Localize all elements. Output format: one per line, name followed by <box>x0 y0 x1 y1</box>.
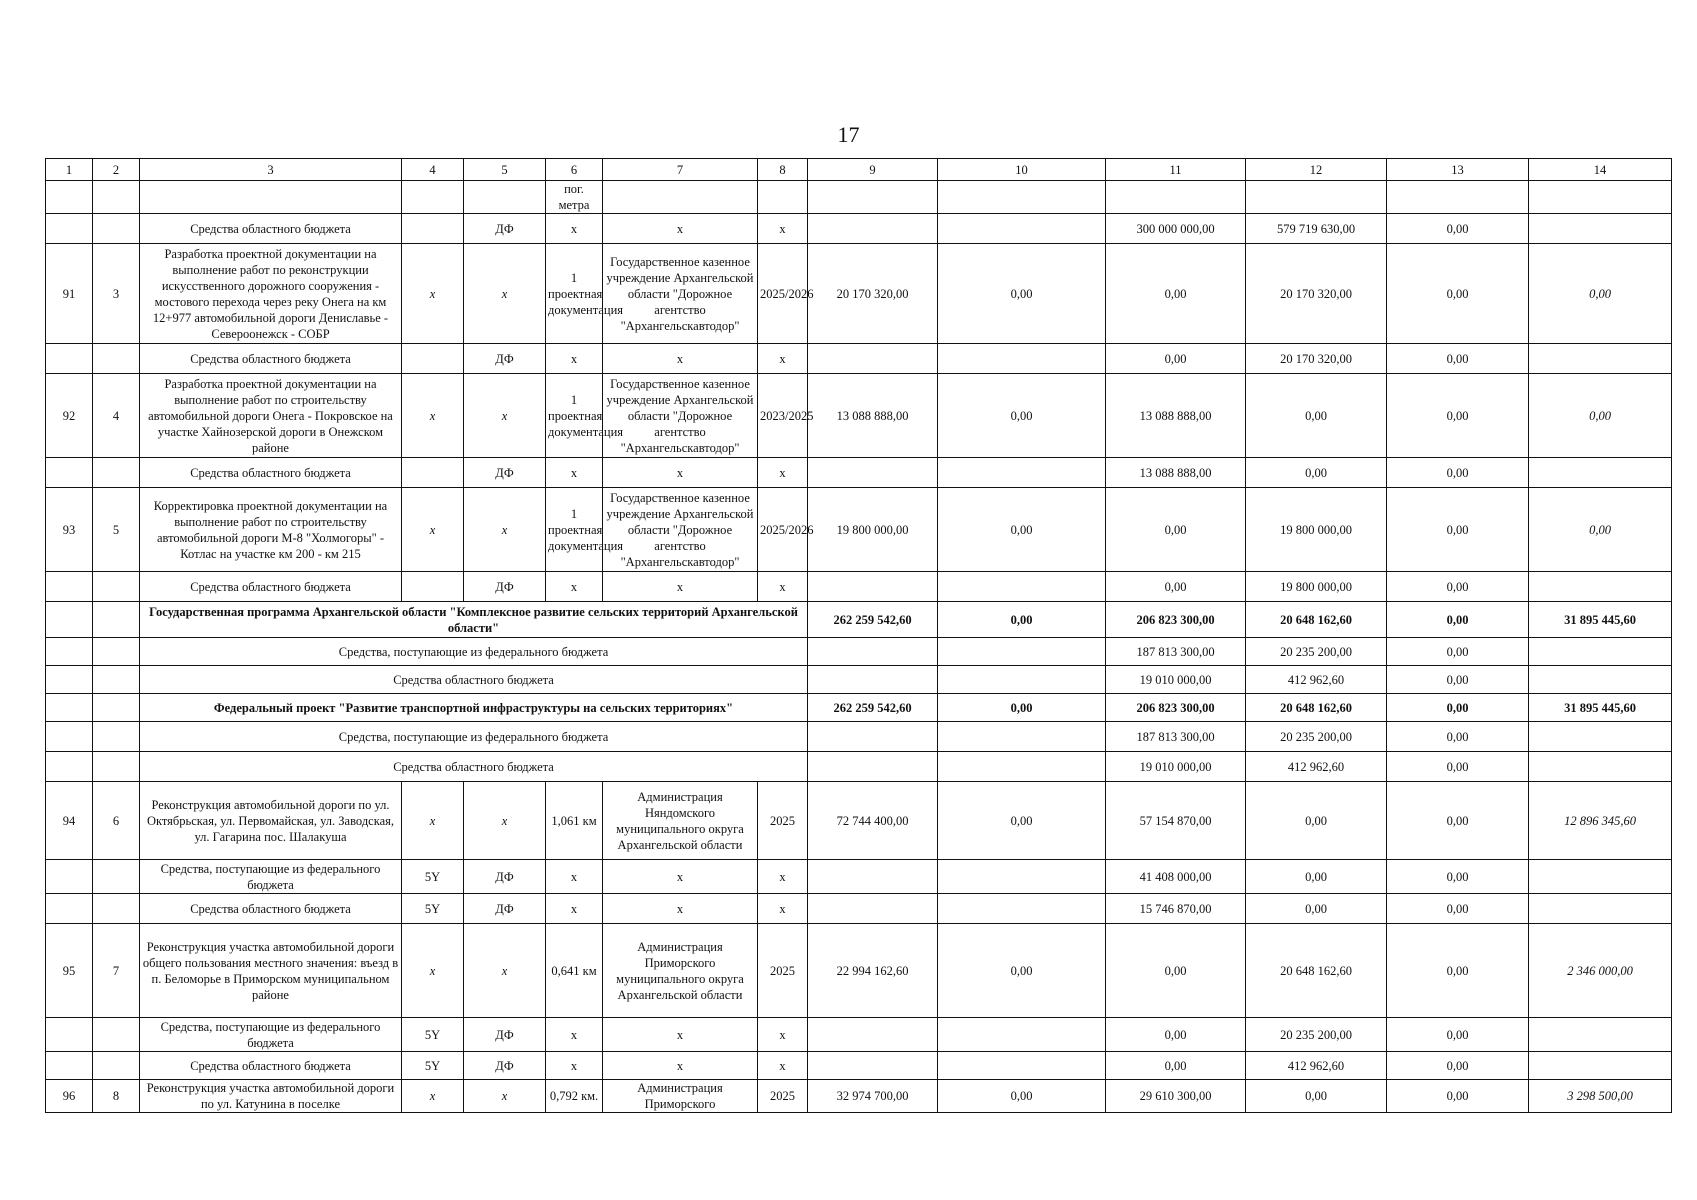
cell: 57 154 870,00 <box>1106 782 1246 860</box>
cell: х <box>603 458 758 488</box>
cell: х <box>402 374 464 458</box>
cell: х <box>758 1018 808 1052</box>
column-header: 8 <box>758 159 808 181</box>
cell: 0,00 <box>1387 924 1529 1018</box>
funding-row <box>46 666 1672 694</box>
cell: 19 800 000,00 <box>1246 572 1387 602</box>
cell: 12 896 345,60 <box>1529 782 1672 860</box>
cell: 0,00 <box>1387 782 1529 860</box>
funding-label: Средства областного бюджета <box>140 572 402 602</box>
cell: 0,00 <box>1106 344 1246 374</box>
cell: х <box>402 782 464 860</box>
table-row <box>46 1080 1672 1113</box>
item-description: Разработка проектной документации на выполнение работ по строительству автомобильной дороги Онега - Покровское на участке Хайнозерской дороги в Онежском районе <box>140 374 402 458</box>
cell: 0,00 <box>1246 782 1387 860</box>
cell: 19 010 000,00 <box>1106 666 1246 694</box>
cell: 0,00 <box>1387 488 1529 572</box>
funding-label: Средства областного бюджета <box>140 458 402 488</box>
cell: 19 800 000,00 <box>1246 488 1387 572</box>
cell: 262 259 542,60 <box>808 694 938 722</box>
cell: х <box>758 860 808 894</box>
cell: 0,00 <box>1387 214 1529 244</box>
cell: х <box>603 344 758 374</box>
funding-row <box>46 458 1672 488</box>
cell: 0,00 <box>1246 1080 1387 1113</box>
executor: Государственное казенное учреждение Архангельской области "Дорожное агентство "Архангельскавтодор" <box>603 488 758 572</box>
funding-label: Средства, поступающие из федерального бюджета <box>140 722 808 752</box>
column-header: 10 <box>938 159 1106 181</box>
funding-row <box>46 722 1672 752</box>
cell: 0,00 <box>1387 344 1529 374</box>
cell: 0,00 <box>1529 374 1672 458</box>
cell: х <box>464 244 546 344</box>
budget-table <box>45 158 1672 1113</box>
period: 2025 <box>758 1080 808 1113</box>
cell: 0,00 <box>1387 638 1529 666</box>
table-row <box>46 244 1672 344</box>
funding-row <box>46 214 1672 244</box>
cell: 22 994 162,60 <box>808 924 938 1018</box>
column-header: 3 <box>140 159 402 181</box>
cell: 20 235 200,00 <box>1246 722 1387 752</box>
table-row <box>46 181 1672 214</box>
cell: ДФ <box>464 894 546 924</box>
cell: х <box>546 214 603 244</box>
cell: 41 408 000,00 <box>1106 860 1246 894</box>
cell: 0,00 <box>1387 894 1529 924</box>
row-number: 93 <box>46 488 93 572</box>
cell: 0,00 <box>1529 488 1672 572</box>
cell: 13 088 888,00 <box>1106 374 1246 458</box>
cell: х <box>758 572 808 602</box>
cell: 5Y <box>402 860 464 894</box>
cell: 187 813 300,00 <box>1106 638 1246 666</box>
column-header: 9 <box>808 159 938 181</box>
cell: х <box>546 894 603 924</box>
cell: х <box>758 214 808 244</box>
cell: 0,00 <box>1387 666 1529 694</box>
executor: Администрация Няндомского муниципального округа Архангельской области <box>603 782 758 860</box>
project-total-row <box>46 694 1672 722</box>
cell: 0,00 <box>1387 374 1529 458</box>
cell: х <box>603 572 758 602</box>
item-description: Корректировка проектной документации на выполнение работ по строительству автомобильной дороги М-8 "Холмогоры" - Котлас на участке км 200 - км 215 <box>140 488 402 572</box>
cell: х <box>402 488 464 572</box>
cell: 0,00 <box>1246 458 1387 488</box>
cell: х <box>464 374 546 458</box>
cell: 0,792 км. <box>546 1080 603 1113</box>
cell: 13 088 888,00 <box>1106 458 1246 488</box>
cell: 0,00 <box>1387 572 1529 602</box>
funding-label: Средства, поступающие из федерального бюджета <box>140 860 402 894</box>
row-number: 95 <box>46 924 93 1018</box>
cell: 0,00 <box>1106 572 1246 602</box>
cell: 0,00 <box>1387 722 1529 752</box>
cell: х <box>546 344 603 374</box>
cell: 412 962,60 <box>1246 752 1387 782</box>
cell: 2 346 000,00 <box>1529 924 1672 1018</box>
cell: 187 813 300,00 <box>1106 722 1246 752</box>
column-header: 5 <box>464 159 546 181</box>
cell: 19 010 000,00 <box>1106 752 1246 782</box>
item-description: Реконструкция автомобильной дороги по ул. Октябрьская, ул. Первомайская, ул. Заводская, ул. Гагарина пос. Шалакуша <box>140 782 402 860</box>
cell: 1 проектная документация <box>546 488 603 572</box>
sub-number: 6 <box>93 782 140 860</box>
column-header: 12 <box>1246 159 1387 181</box>
cell: х <box>402 244 464 344</box>
row-number: 91 <box>46 244 93 344</box>
program-title: Государственная программа Архангельской области "Комплексное развитие сельских территорий Архангельской области" <box>140 602 808 638</box>
cell: 0,00 <box>1387 1080 1529 1113</box>
cell: х <box>758 344 808 374</box>
cell: х <box>758 458 808 488</box>
item-description: Реконструкция участка автомобильной дороги общего пользования местного значения: въезд в п. Беломорье в Приморском муниципальном районе <box>140 924 402 1018</box>
funding-label: Средства областного бюджета <box>140 214 402 244</box>
cell: 0,00 <box>1387 694 1529 722</box>
period: 2025/2026 <box>758 244 808 344</box>
cell: 0,00 <box>1387 244 1529 344</box>
cell: 0,00 <box>938 782 1106 860</box>
cell: ДФ <box>464 344 546 374</box>
cell: х <box>603 1052 758 1080</box>
cell: 20 170 320,00 <box>1246 244 1387 344</box>
item-description: Реконструкция участка автомобильной дороги по ул. Катунина в поселке <box>140 1080 402 1113</box>
cell: 0,00 <box>1387 458 1529 488</box>
project-title: Федеральный проект "Развитие транспортной инфраструктуры на сельских территориях" <box>140 694 808 722</box>
cell: 31 895 445,60 <box>1529 602 1672 638</box>
cell: 0,00 <box>938 374 1106 458</box>
cell: 20 648 162,60 <box>1246 602 1387 638</box>
cell: 15 746 870,00 <box>1106 894 1246 924</box>
cell: 0,00 <box>1246 894 1387 924</box>
cell: 29 610 300,00 <box>1106 1080 1246 1113</box>
cell: 5Y <box>402 1052 464 1080</box>
table-row <box>46 782 1672 860</box>
cell: х <box>546 860 603 894</box>
cell: 20 235 200,00 <box>1246 638 1387 666</box>
cell: ДФ <box>464 860 546 894</box>
cell: 0,00 <box>1106 1018 1246 1052</box>
funding-row <box>46 1018 1672 1052</box>
cell: х <box>464 1080 546 1113</box>
sub-number: 3 <box>93 244 140 344</box>
period: 2025 <box>758 782 808 860</box>
cell: 20 648 162,60 <box>1246 694 1387 722</box>
row-number: 92 <box>46 374 93 458</box>
item-description: Разработка проектной документации на выполнение работ по реконструкции искусственного дорожного сооружения - мостового перехода через реку Онега на км 12+977 автомобильной дороги Дениславье - Североонежск - СОБР <box>140 244 402 344</box>
cell: 20 235 200,00 <box>1246 1018 1387 1052</box>
cell: 0,00 <box>1387 1018 1529 1052</box>
executor: Администрация Приморского <box>603 1080 758 1113</box>
cell: 1 проектная документация <box>546 374 603 458</box>
funding-row <box>46 344 1672 374</box>
cell: 0,00 <box>1387 602 1529 638</box>
table-row <box>46 924 1672 1018</box>
sub-number: 8 <box>93 1080 140 1113</box>
funding-label: Средства, поступающие из федерального бюджета <box>140 1018 402 1052</box>
cell: 300 000 000,00 <box>1106 214 1246 244</box>
row-number: 94 <box>46 782 93 860</box>
cell: х <box>464 782 546 860</box>
column-header: 2 <box>93 159 140 181</box>
funding-row <box>46 1052 1672 1080</box>
funding-row <box>46 752 1672 782</box>
page-number: 17 <box>837 122 860 147</box>
cell: х <box>758 1052 808 1080</box>
row-number: 96 <box>46 1080 93 1113</box>
table-row <box>46 488 1672 572</box>
cell: 20 170 320,00 <box>1246 344 1387 374</box>
cell: 206 823 300,00 <box>1106 694 1246 722</box>
cell: х <box>464 488 546 572</box>
column-header: 11 <box>1106 159 1246 181</box>
unit-cell: пог. метра <box>546 181 603 214</box>
cell: 72 744 400,00 <box>808 782 938 860</box>
cell: 0,00 <box>1246 860 1387 894</box>
cell: 262 259 542,60 <box>808 602 938 638</box>
cell: 0,00 <box>1387 752 1529 782</box>
column-header: 1 <box>46 159 93 181</box>
sub-number: 4 <box>93 374 140 458</box>
cell: 412 962,60 <box>1246 666 1387 694</box>
cell: х <box>603 1018 758 1052</box>
cell: 579 719 630,00 <box>1246 214 1387 244</box>
cell: 0,00 <box>1106 488 1246 572</box>
cell: 32 974 700,00 <box>808 1080 938 1113</box>
cell: х <box>758 894 808 924</box>
cell: 0,00 <box>938 694 1106 722</box>
cell: 0,00 <box>1387 860 1529 894</box>
cell: х <box>546 458 603 488</box>
funding-label: Средства областного бюджета <box>140 344 402 374</box>
funding-row <box>46 638 1672 666</box>
table-row <box>46 374 1672 458</box>
funding-row <box>46 894 1672 924</box>
cell: х <box>402 1080 464 1113</box>
cell: х <box>603 860 758 894</box>
funding-label: Средства областного бюджета <box>140 894 402 924</box>
column-header: 7 <box>603 159 758 181</box>
cell: 0,00 <box>938 1080 1106 1113</box>
cell: 1 проектная документация <box>546 244 603 344</box>
cell: 206 823 300,00 <box>1106 602 1246 638</box>
cell: 5Y <box>402 1018 464 1052</box>
column-header: 14 <box>1529 159 1672 181</box>
cell: х <box>546 572 603 602</box>
cell: ДФ <box>464 1052 546 1080</box>
cell: х <box>402 924 464 1018</box>
cell: 3 298 500,00 <box>1529 1080 1672 1113</box>
cell: 0,00 <box>1387 1052 1529 1080</box>
cell: ДФ <box>464 458 546 488</box>
period: 2023/2025 <box>758 374 808 458</box>
cell: х <box>603 894 758 924</box>
program-total-row <box>46 602 1672 638</box>
cell: ДФ <box>464 214 546 244</box>
cell: 0,641 км <box>546 924 603 1018</box>
column-numbers-row <box>46 159 1672 181</box>
cell: 0,00 <box>1246 374 1387 458</box>
period: 2025/2026 <box>758 488 808 572</box>
cell: 0,00 <box>1106 1052 1246 1080</box>
cell: ДФ <box>464 1018 546 1052</box>
funding-row <box>46 572 1672 602</box>
funding-label: Средства областного бюджета <box>140 1052 402 1080</box>
cell: 19 800 000,00 <box>808 488 938 572</box>
funding-label: Средства областного бюджета <box>140 752 808 782</box>
cell: 20 170 320,00 <box>808 244 938 344</box>
sub-number: 7 <box>93 924 140 1018</box>
cell: 0,00 <box>938 244 1106 344</box>
cell: 0,00 <box>1529 244 1672 344</box>
cell: 0,00 <box>1106 244 1246 344</box>
executor: Государственное казенное учреждение Архангельской области "Дорожное агентство "Архангельскавтодор" <box>603 374 758 458</box>
funding-label: Средства, поступающие из федерального бюджета <box>140 638 808 666</box>
cell: 31 895 445,60 <box>1529 694 1672 722</box>
cell: 0,00 <box>938 602 1106 638</box>
column-header: 13 <box>1387 159 1529 181</box>
column-header: 4 <box>402 159 464 181</box>
cell: 412 962,60 <box>1246 1052 1387 1080</box>
executor: Государственное казенное учреждение Архангельской области "Дорожное агентство "Архангельскавтодор" <box>603 244 758 344</box>
period: 2025 <box>758 924 808 1018</box>
column-header: 6 <box>546 159 603 181</box>
sub-number: 5 <box>93 488 140 572</box>
cell: х <box>603 214 758 244</box>
cell: 0,00 <box>938 924 1106 1018</box>
cell: х <box>546 1052 603 1080</box>
cell: х <box>546 1018 603 1052</box>
cell: 0,00 <box>1106 924 1246 1018</box>
funding-label: Средства областного бюджета <box>140 666 808 694</box>
funding-row <box>46 860 1672 894</box>
cell: ДФ <box>464 572 546 602</box>
cell: х <box>464 924 546 1018</box>
cell: 13 088 888,00 <box>808 374 938 458</box>
cell: 5Y <box>402 894 464 924</box>
cell: 1,061 км <box>546 782 603 860</box>
cell: 0,00 <box>938 488 1106 572</box>
cell: 20 648 162,60 <box>1246 924 1387 1018</box>
executor: Администрация Приморского муниципального округа Архангельской области <box>603 924 758 1018</box>
